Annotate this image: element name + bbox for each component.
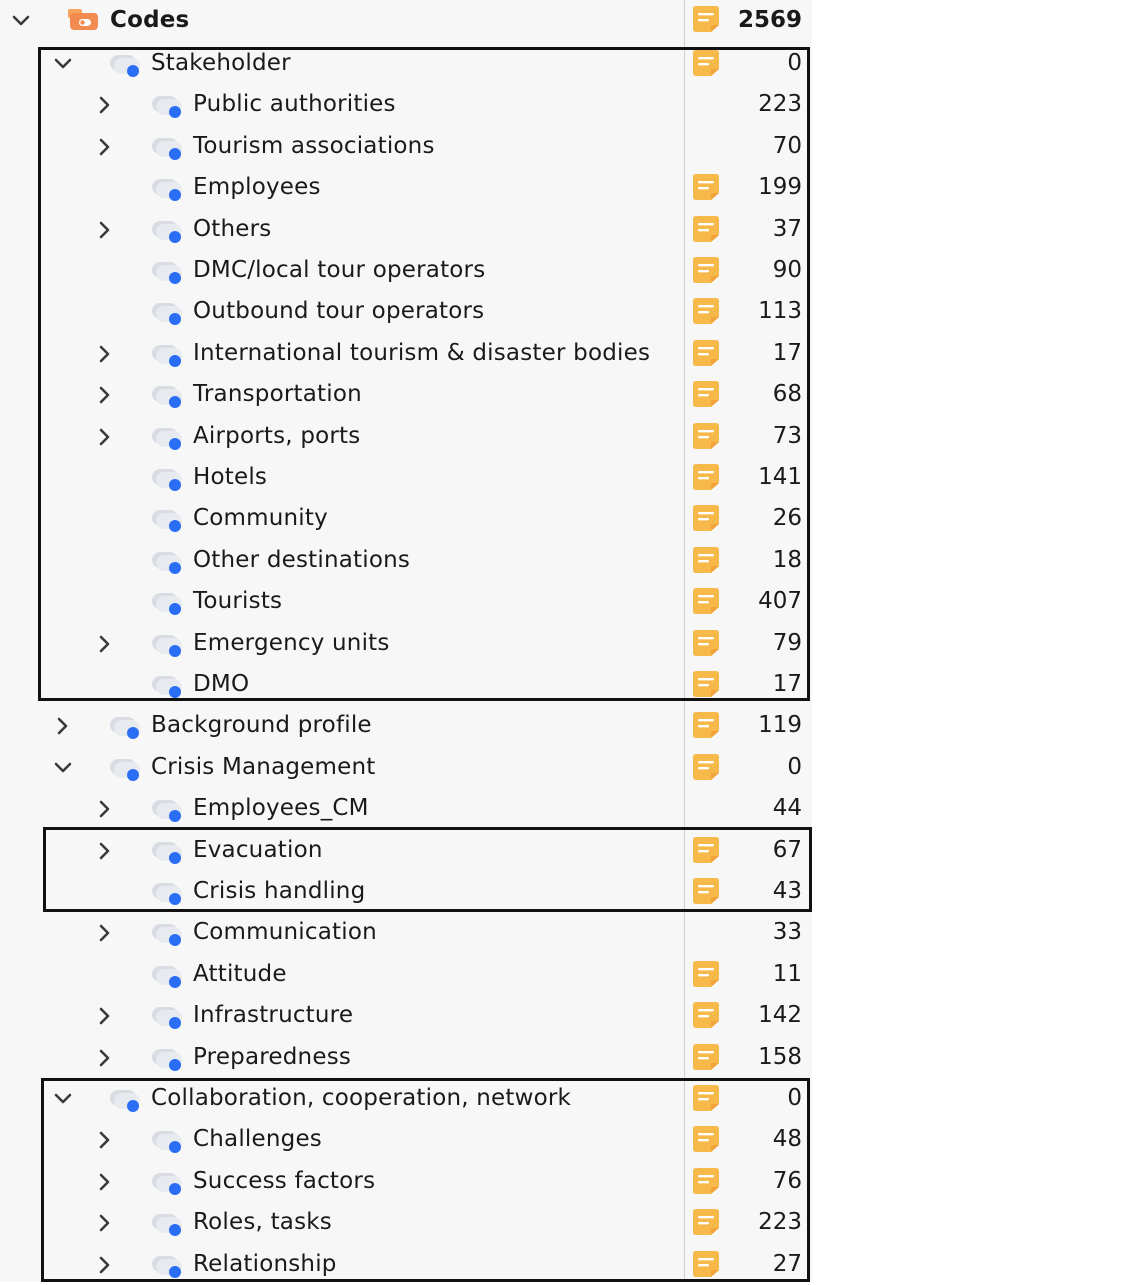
tree-row[interactable] <box>0 457 812 498</box>
memo-icon[interactable] <box>690 752 722 782</box>
code-label: Other destinations <box>193 547 411 573</box>
code-count: 67 <box>772 837 802 863</box>
tree-root-label: Codes <box>110 7 190 33</box>
code-label: Crisis handling <box>193 878 366 904</box>
code-icon <box>150 466 184 492</box>
chevron-right-icon[interactable] <box>92 374 118 415</box>
tree-row[interactable] <box>0 540 812 581</box>
tree-row[interactable] <box>0 912 812 953</box>
memo-icon[interactable] <box>690 586 722 616</box>
memo-icon[interactable] <box>690 959 722 989</box>
memo-icon[interactable] <box>690 628 722 658</box>
code-label: Evacuation <box>193 837 323 863</box>
code-count: 90 <box>772 257 802 283</box>
code-icon <box>150 507 184 533</box>
code-label: Emergency units <box>193 630 390 656</box>
code-label: Transportation <box>193 381 362 407</box>
chevron-right-icon[interactable] <box>92 912 118 953</box>
tree-row[interactable] <box>0 747 812 788</box>
code-label: Preparedness <box>193 1044 352 1070</box>
memo-icon[interactable] <box>690 462 722 492</box>
code-icon <box>150 300 184 326</box>
tree-row[interactable] <box>0 1037 812 1078</box>
code-label: Airports, ports <box>193 423 361 449</box>
codes-folder-icon <box>66 6 100 32</box>
tree-row[interactable] <box>0 209 812 250</box>
code-label: Relationship <box>193 1251 337 1277</box>
memo-icon[interactable] <box>690 296 722 326</box>
code-label: Tourism associations <box>193 133 435 159</box>
tree-row[interactable] <box>0 43 812 84</box>
chevron-down-icon[interactable] <box>8 0 34 41</box>
tree-row[interactable] <box>0 374 812 415</box>
chevron-down-icon[interactable] <box>50 43 76 84</box>
code-count: 37 <box>772 216 802 242</box>
code-icon <box>150 839 184 865</box>
tree-row[interactable] <box>0 664 812 705</box>
chevron-right-icon[interactable] <box>92 1244 118 1285</box>
chevron-right-icon[interactable] <box>92 333 118 374</box>
code-label: Others <box>193 216 272 242</box>
memo-icon[interactable] <box>690 669 722 699</box>
code-icon <box>150 880 184 906</box>
code-count: 17 <box>772 671 802 697</box>
code-icon <box>150 632 184 658</box>
code-label: Infrastructure <box>193 1002 354 1028</box>
chevron-right-icon[interactable] <box>92 1119 118 1160</box>
code-count: 18 <box>772 547 802 573</box>
code-icon <box>150 1128 184 1154</box>
code-count: 43 <box>772 878 802 904</box>
memo-icon[interactable] <box>690 1083 722 1113</box>
code-icon <box>150 218 184 244</box>
chevron-right-icon[interactable] <box>92 1202 118 1243</box>
code-label: Communication <box>193 919 377 945</box>
memo-icon[interactable] <box>690 1124 722 1154</box>
chevron-right-icon[interactable] <box>92 84 118 125</box>
tree-row[interactable] <box>0 250 812 291</box>
code-icon <box>108 1087 142 1113</box>
tree-row[interactable] <box>0 167 812 208</box>
code-icon <box>150 425 184 451</box>
tree-row[interactable] <box>0 1161 812 1202</box>
chevron-right-icon[interactable] <box>92 623 118 664</box>
tree-row[interactable] <box>0 788 812 829</box>
code-count: 0 <box>787 1085 802 1111</box>
code-icon <box>150 673 184 699</box>
code-icon <box>150 93 184 119</box>
code-count: 119 <box>758 712 802 738</box>
tree-row[interactable] <box>0 291 812 332</box>
memo-icon[interactable] <box>690 214 722 244</box>
code-label: Success factors <box>193 1168 376 1194</box>
chevron-down-icon[interactable] <box>50 1078 76 1119</box>
memo-icon[interactable] <box>690 835 722 865</box>
code-label: DMO <box>193 671 250 697</box>
code-label: Employees_CM <box>193 795 369 821</box>
chevron-right-icon[interactable] <box>92 830 118 871</box>
code-count: 70 <box>772 133 802 159</box>
tree-row[interactable] <box>0 871 812 912</box>
code-icon <box>150 1211 184 1237</box>
code-label: DMC/local tour operators <box>193 257 486 283</box>
tree-row[interactable] <box>0 1078 812 1119</box>
code-icon <box>150 963 184 989</box>
memo-icon[interactable] <box>690 1042 722 1072</box>
code-count: 68 <box>772 381 802 407</box>
code-label: Employees <box>193 174 321 200</box>
code-label: Collaboration, cooperation, network <box>151 1085 572 1111</box>
chevron-right-icon[interactable] <box>92 126 118 167</box>
code-icon <box>108 714 142 740</box>
tree-row[interactable] <box>0 1119 812 1160</box>
code-label: Attitude <box>193 961 287 987</box>
code-label: Hotels <box>193 464 268 490</box>
memo-icon[interactable] <box>690 876 722 906</box>
code-count: 407 <box>758 588 802 614</box>
code-icon <box>150 1170 184 1196</box>
tree-row[interactable] <box>0 416 812 457</box>
code-icon <box>150 549 184 575</box>
chevron-right-icon[interactable] <box>92 995 118 1036</box>
chevron-down-icon[interactable] <box>50 747 76 788</box>
memo-icon[interactable] <box>690 1249 722 1279</box>
tree-row[interactable] <box>0 126 812 167</box>
code-count: 44 <box>772 795 802 821</box>
code-label: Outbound tour operators <box>193 298 485 324</box>
memo-icon[interactable] <box>690 710 722 740</box>
code-count: 79 <box>772 630 802 656</box>
code-count: 113 <box>758 298 802 324</box>
chevron-right-icon[interactable] <box>50 705 76 746</box>
code-count: 0 <box>787 754 802 780</box>
tree-row[interactable] <box>0 954 812 995</box>
code-label: Challenges <box>193 1126 322 1152</box>
code-icon <box>108 52 142 78</box>
chevron-right-icon[interactable] <box>92 416 118 457</box>
code-icon <box>150 1046 184 1072</box>
code-label: Background profile <box>151 712 372 738</box>
code-icon <box>150 1004 184 1030</box>
code-icon <box>150 1253 184 1279</box>
memo-icon[interactable] <box>690 48 722 78</box>
memo-icon[interactable] <box>690 421 722 451</box>
code-count: 27 <box>772 1251 802 1277</box>
tree-root-codes[interactable] <box>0 0 812 41</box>
chevron-right-icon[interactable] <box>92 788 118 829</box>
code-label: International tourism & disaster bodies <box>193 340 651 366</box>
code-count: 17 <box>772 340 802 366</box>
tree-row[interactable] <box>0 1244 812 1285</box>
code-label: Tourists <box>193 588 283 614</box>
code-count: 142 <box>758 1002 802 1028</box>
code-icon <box>150 797 184 823</box>
tree-root-count: 2569 <box>737 7 802 33</box>
code-count: 223 <box>758 1209 802 1235</box>
memo-icon[interactable] <box>690 379 722 409</box>
memo-icon[interactable] <box>690 1207 722 1237</box>
chevron-right-icon[interactable] <box>92 1037 118 1078</box>
memo-icon[interactable] <box>690 255 722 285</box>
code-label: Crisis Management <box>151 754 376 780</box>
memo-icon[interactable] <box>690 338 722 368</box>
tree-row[interactable] <box>0 581 812 622</box>
tree-row[interactable] <box>0 623 812 664</box>
code-label: Public authorities <box>193 91 396 117</box>
tree-row[interactable] <box>0 995 812 1036</box>
code-count: 0 <box>787 50 802 76</box>
tree-row[interactable] <box>0 333 812 374</box>
tree-row[interactable] <box>0 830 812 871</box>
tree-row[interactable] <box>0 1202 812 1243</box>
code-icon <box>150 590 184 616</box>
memo-icon[interactable] <box>690 172 722 202</box>
code-count: 223 <box>758 91 802 117</box>
memo-icon[interactable] <box>690 545 722 575</box>
code-count: 199 <box>758 174 802 200</box>
code-icon <box>150 259 184 285</box>
tree-row[interactable] <box>0 84 812 125</box>
code-count: 48 <box>772 1126 802 1152</box>
code-label: Roles, tasks <box>193 1209 332 1235</box>
code-count: 26 <box>772 505 802 531</box>
code-icon <box>150 135 184 161</box>
chevron-right-icon[interactable] <box>92 1161 118 1202</box>
code-icon <box>150 921 184 947</box>
code-count: 73 <box>772 423 802 449</box>
tree-row[interactable] <box>0 705 812 746</box>
chevron-right-icon[interactable] <box>92 209 118 250</box>
memo-icon[interactable] <box>690 1000 722 1030</box>
memo-icon[interactable] <box>690 4 722 34</box>
code-icon <box>108 756 142 782</box>
code-icon <box>150 176 184 202</box>
code-icon <box>150 342 184 368</box>
code-label: Stakeholder <box>151 50 291 76</box>
code-count: 11 <box>772 961 802 987</box>
code-count: 141 <box>758 464 802 490</box>
code-count: 76 <box>772 1168 802 1194</box>
memo-icon[interactable] <box>690 503 722 533</box>
code-count: 158 <box>758 1044 802 1070</box>
code-icon <box>150 383 184 409</box>
memo-icon[interactable] <box>690 1166 722 1196</box>
tree-row[interactable] <box>0 498 812 539</box>
code-count: 33 <box>772 919 802 945</box>
code-label: Community <box>193 505 328 531</box>
